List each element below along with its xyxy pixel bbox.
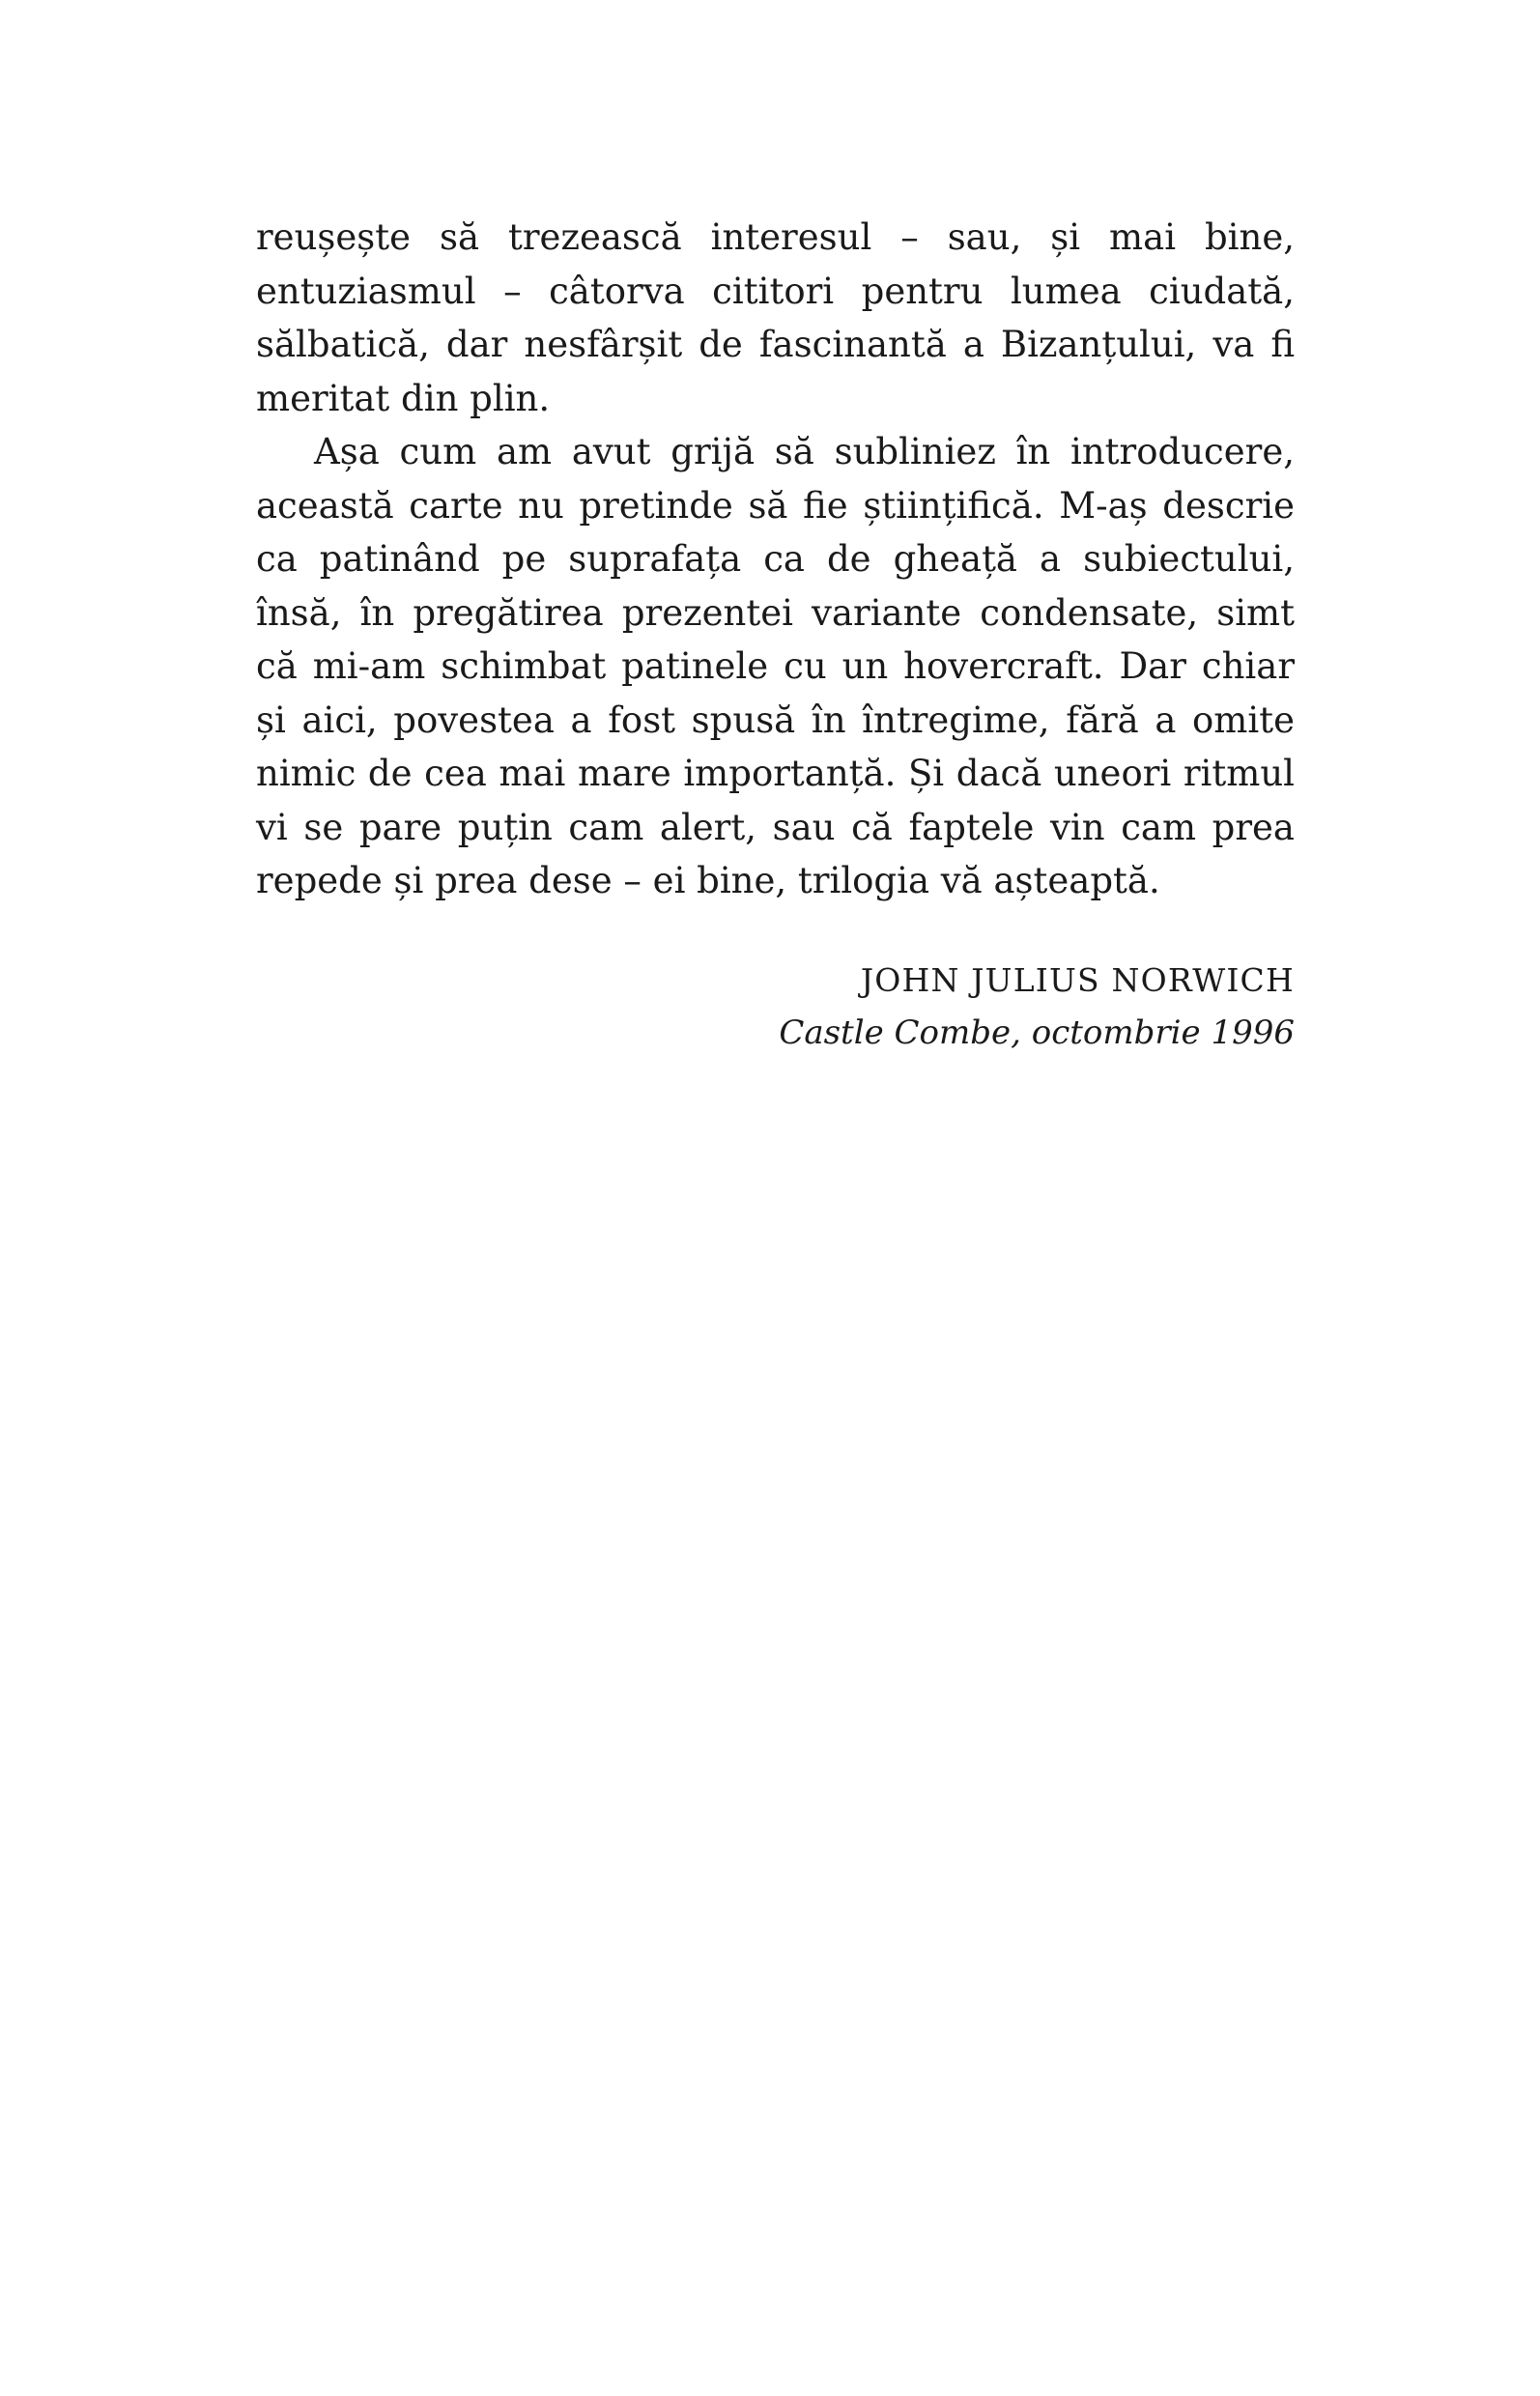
body-text: [256, 211, 1295, 908]
author-name: JOHN JULIUS NORWICH: [860, 961, 1295, 999]
place-and-date: Castle Combe, octombrie 1996: [779, 1013, 1295, 1052]
paragraph-2: Așa cum am avut grijă să subliniez în introducere, această carte nu pretinde să fie științifică. M-aș descrie ca patinând pe suprafața ca de gheață a subiectului, însă, în pregătirea prezentei variante condensate, simt că mi-am schimbat patinele cu un hovercraft. Dar chiar și aici, povestea a fost spusă în întregime, fără a omite nimic de cea mai mare importanță. Și dacă uneori ritmul vi se pare puțin cam alert, sau că faptele vin cam prea repede și prea dese – ei bine, trilogia vă așteaptă.: [256, 431, 1295, 901]
paragraph-1: reușește să trezească interesul – sau, și mai bine, entuziasmul – câtorva cititori pentru lumea ciudată, sălbatică, dar nesfârșit de fascinantă a Bizanțului, va fi meritat din plin.: [256, 216, 1295, 419]
signature-block: [256, 956, 1295, 1061]
